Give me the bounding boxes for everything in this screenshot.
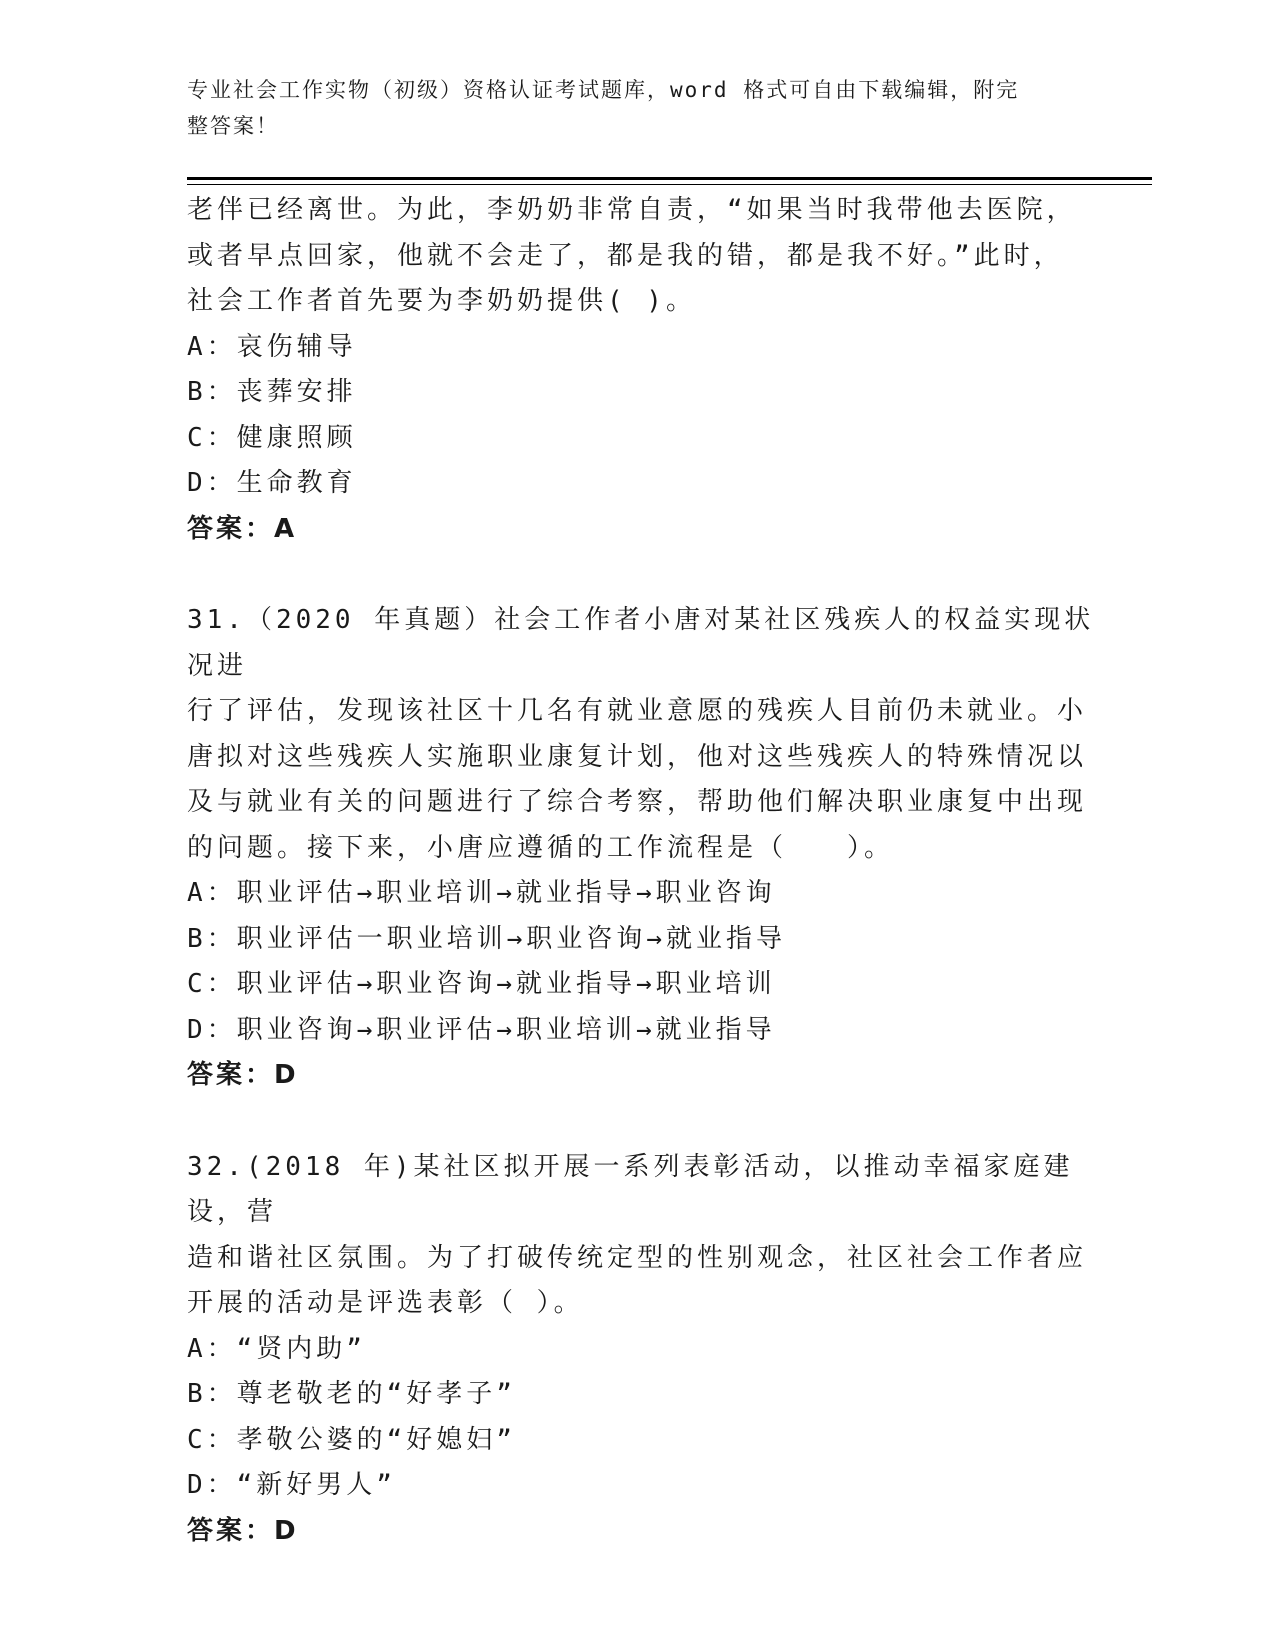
spacer	[187, 1099, 1107, 1145]
option-b: B：丧葬安排	[187, 377, 357, 407]
option-d: D：“新好男人”	[187, 1470, 396, 1500]
question-stem-line: 社会工作者首先要为李奶奶提供( )。	[187, 286, 696, 316]
question-stem-line: 唐拟对这些残疾人实施职业康复计划，他对这些残疾人的特殊情况以	[187, 741, 1088, 772]
header-title-line-2: 整答案！	[187, 114, 279, 138]
question-stem-line: 的问题。接下来，小唐应遵循的工作流程是（ ）。	[187, 832, 895, 863]
question-32	[187, 1145, 1107, 1555]
question-stem-line: 行了评估，发现该社区十几名有就业意愿的残疾人目前仍未就业。小	[187, 696, 1088, 726]
question-31	[187, 598, 1107, 1099]
header-rule-thick	[187, 177, 1152, 180]
question-stem-line: 老伴已经离世。为此，李奶奶非常自责，“如果当时我带他去医院，	[187, 195, 1077, 225]
question-stem-line: 及与就业有关的问题进行了综合考察，帮助他们解决职业康复中出现	[187, 787, 1088, 817]
option-b: B：尊老敬老的“好孝子”	[187, 1379, 516, 1409]
option-c: C：职业评估→职业咨询→就业指导→职业培训	[187, 969, 776, 999]
option-d: D：生命教育	[187, 468, 357, 498]
question-stem-line: 32.(2018 年)某社区拟开展一系列表彰活动，以推动幸福家庭建设，营	[187, 1151, 1074, 1227]
option-d: D：职业咨询→职业评估→职业培训→就业指导	[187, 1014, 776, 1045]
answer: 答案：A	[187, 513, 298, 544]
question-stem-line: 31.（2020 年真题）社会工作者小唐对某社区残疾人的权益实现状况进	[187, 605, 1095, 681]
header-rule-thin	[187, 184, 1152, 185]
question-stem-line: 开展的活动是评选表彰（ ）。	[187, 1288, 584, 1318]
option-a: A：哀伤辅导	[187, 331, 357, 362]
option-c: C：孝敬公婆的“好媳妇”	[187, 1424, 516, 1455]
option-a: A：“贤内助”	[187, 1333, 366, 1364]
question-content	[187, 188, 1107, 1554]
option-a: A：职业评估→职业培训→就业指导→职业咨询	[187, 878, 776, 908]
header-title-line-1: 专业社会工作实物（初级）资格认证考试题库，word 格式可自由下载编辑，附完	[187, 78, 1020, 102]
answer: 答案：D	[187, 1060, 299, 1090]
answer: 答案：D	[187, 1515, 299, 1546]
page-header	[187, 72, 1087, 144]
option-b: B：职业评估一职业培训→职业咨询→就业指导	[187, 923, 786, 954]
question-stem-line: 或者早点回家，他就不会走了，都是我的错，都是我不好。”此时，	[187, 240, 1064, 271]
spacer	[187, 552, 1107, 598]
question-30	[187, 188, 1107, 552]
option-c: C：健康照顾	[187, 422, 357, 453]
question-stem-line: 造和谐社区氛围。为了打破传统定型的性别观念，社区社会工作者应	[187, 1242, 1088, 1273]
